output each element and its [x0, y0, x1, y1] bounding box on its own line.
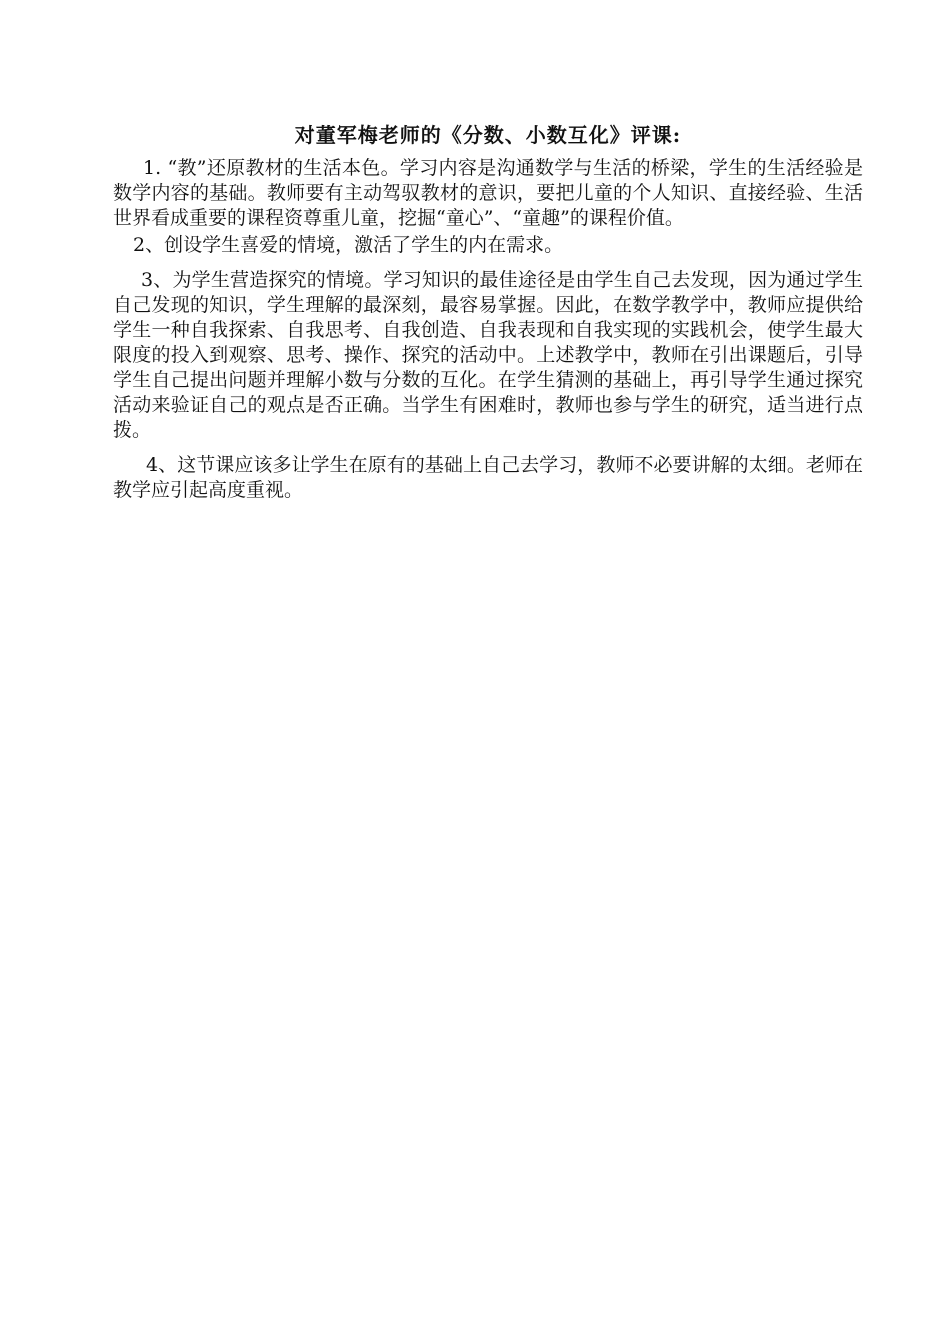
document-title: 对董军梅老师的《分数、小数互化》评课:: [294, 123, 682, 147]
paragraph-2: 2、创设学生喜爱的情境，激活了学生的内在需求。: [133, 234, 564, 256]
paragraph-3: 3、为学生营造探究的情境。学习知识的最佳途径是由学生自己去发现，因为通过学生自己发现的知识，学生理解的最深刻，最容易掌握。因此，在数学教学中，教师应提供给学生一种自我探索、自我思考、自我创造、自我表现和自我实现的实践机会，使学生最大限度的投入到观察、思考、操作、探究的活动中。上述教学中，教师在引出课题后，引导学生自己提出问题并理解小数与分数的互化。在学生猜测的基础上，再引导学生通过探究活动来验证自己的观点是否正确。当学生有困难时，教师也参与学生的研究，适当进行点拨。: [113, 269, 863, 441]
document-body: [113, 120, 863, 503]
paragraph-1: 1. “教”还原教材的生活本色。学习内容是沟通数学与生活的桥梁，学生的生活经验是数学内容的基础。教师要有主动驾驭教材的意识，要把儿童的个人知识、直接经验、生活世界看成重要的课程资尊重儿童，挖掘“童心”、“童趣”的课程价值。: [113, 157, 863, 229]
paragraph-4: 4、这节课应该多让学生在原有的基础上自己去学习，教师不必要讲解的太细。老师在教学应引起高度重视。: [113, 454, 863, 501]
